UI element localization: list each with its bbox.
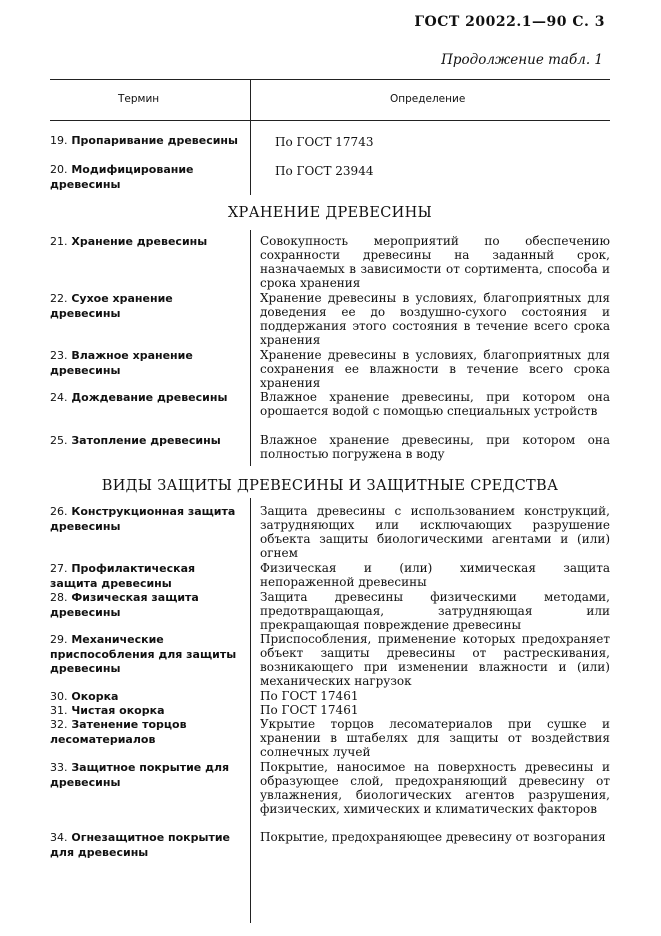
term-23: 23. Влажное хранение древесины bbox=[50, 349, 193, 377]
header-bottom-rule bbox=[50, 120, 610, 121]
definition-28: Защита древесины физическими методами, предотвращающая, затрудняющая или прекращающая повреждение древесины bbox=[260, 590, 610, 632]
term-26: 26. Конструкционная защита древесины bbox=[50, 505, 236, 533]
term-34: 34. Огнезащитное покрытие для древесины bbox=[50, 831, 230, 859]
column-divider bbox=[250, 498, 251, 923]
definition-30: По ГОСТ 17461 bbox=[260, 689, 359, 703]
table-continuation-label: Продолжение табл. 1 bbox=[441, 52, 603, 68]
term-28: 28. Физическая защита древесины bbox=[50, 591, 199, 619]
term-31: 31. Чистая окорка bbox=[50, 704, 165, 717]
term-21: 21. Хранение древесины bbox=[50, 235, 208, 248]
definition-25: Влажное хранение древесины, при котором она полностью погружена в воду bbox=[260, 433, 610, 461]
column-header-definition: Определение bbox=[390, 93, 466, 105]
term-20: 20. Модифицирование древесины bbox=[50, 163, 194, 191]
term-19: 19. Пропаривание древесины bbox=[50, 134, 238, 147]
table-top-rule bbox=[50, 79, 610, 80]
definition-20: По ГОСТ 23944 bbox=[275, 164, 374, 178]
definition-27: Физическая и (или) химическая защита непораженной древесины bbox=[260, 561, 610, 589]
definition-26: Защита древесины с использованием конструкций, затрудняющих или исключающих разрушение объекта защиты биологическими агентами и (или) огнем bbox=[260, 504, 610, 560]
definition-21: Совокупность мероприятий по обеспечению сохранности древесины на заданный срок, назначаемых в зависимости от сортимента, способа и срока хранения bbox=[260, 234, 610, 290]
section-heading-storage: ХРАНЕНИЕ ДРЕВЕСИНЫ bbox=[227, 205, 433, 221]
definition-23: Хранение древесины в условиях, благоприятных для сохранения ее влажности в течение всего срока хранения bbox=[260, 348, 610, 390]
column-divider bbox=[250, 79, 251, 195]
term-32: 32. Затенение торцов лесоматериалов bbox=[50, 718, 187, 746]
definition-33: Покрытие, наносимое на поверхность древесины и образующее слой, предохраняющий древесину от увлажнения, биологических агентов разрушения, физических, химических и климатических факторов bbox=[260, 760, 610, 816]
term-24: 24. Дождевание древесины bbox=[50, 391, 228, 404]
section-heading-protection: ВИДЫ ЗАЩИТЫ ДРЕВЕСИНЫ И ЗАЩИТНЫЕ СРЕДСТВА bbox=[101, 478, 559, 494]
column-header-term: Термин bbox=[118, 93, 160, 105]
page-header: ГОСТ 20022.1—90 С. 3 bbox=[414, 14, 605, 30]
definition-22: Хранение древесины в условиях, благоприятных для доведения ее до воздушно-сухого состояния и поддержания этого состояния в течение всего срока хранения bbox=[260, 291, 610, 347]
column-divider bbox=[250, 230, 251, 466]
term-33: 33. Защитное покрытие для древесины bbox=[50, 761, 230, 789]
term-27: 27. Профилактическая защита древесины bbox=[50, 562, 196, 590]
definition-24: Влажное хранение древесины, при котором она орошается водой с помощью специальных устройств bbox=[260, 390, 610, 418]
term-30: 30. Окорка bbox=[50, 690, 119, 703]
term-22: 22. Сухое хранение древесины bbox=[50, 292, 173, 320]
definition-29: Приспособления, применение которых предохраняет объект защиты древесины от растрескивания, возникающего при изменении влажности и (или) механических нагрузок bbox=[260, 632, 610, 688]
definition-19: По ГОСТ 17743 bbox=[275, 135, 374, 149]
term-29: 29. Механические приспособления для защиты древесины bbox=[50, 633, 237, 675]
definition-32: Укрытие торцов лесоматериалов при сушке и хранении в штабелях для защиты от воздействия солнечных лучей bbox=[260, 717, 610, 759]
definition-34: Покрытие, предохраняющее древесину от возгорания bbox=[260, 830, 606, 844]
term-25: 25. Затопление древесины bbox=[50, 434, 221, 447]
definition-31: По ГОСТ 17461 bbox=[260, 703, 359, 717]
